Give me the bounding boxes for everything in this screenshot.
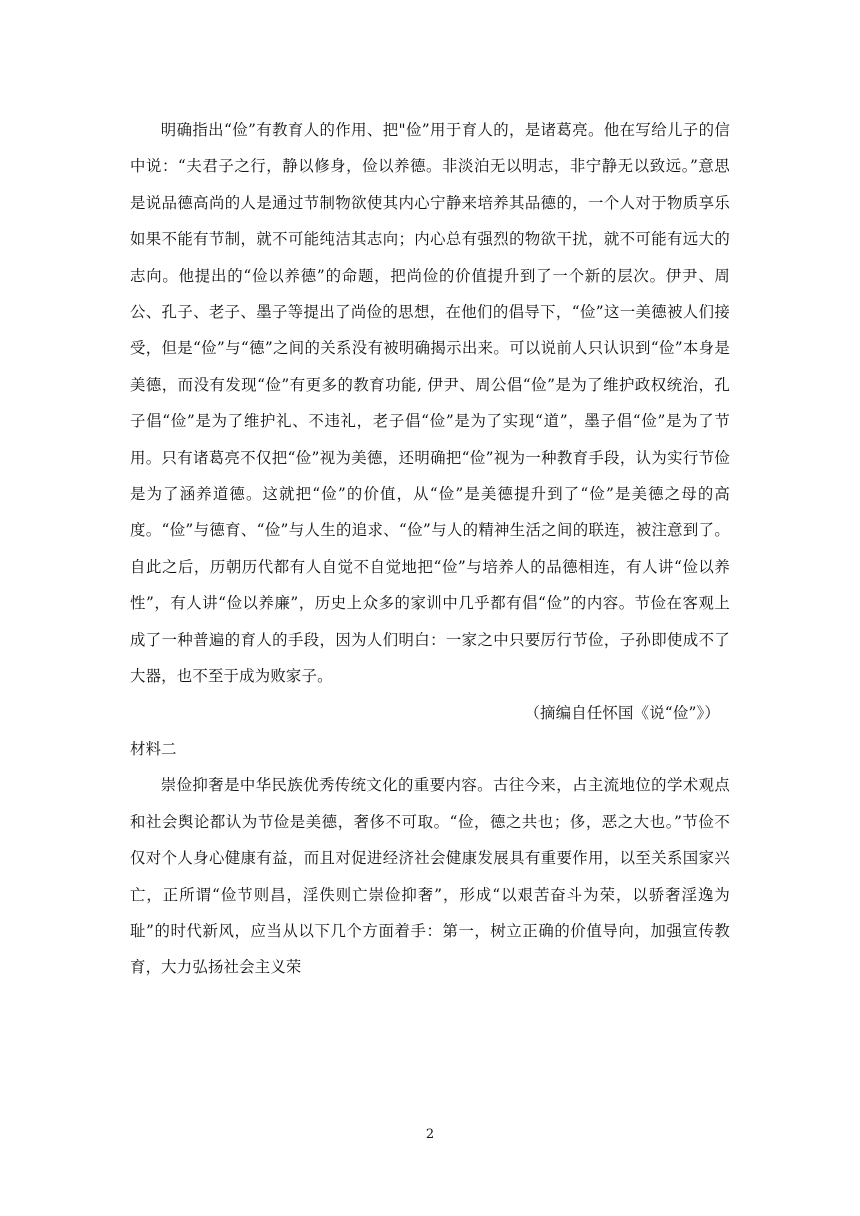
paragraph-material-one: 明确指出“俭”有教育人的作用、把"俭”用于育人的，是诸葛亮。他在写给儿子的信中说：“夫君子之行，静以修身，俭以养德。非淡泊无以明志，非宁静无以致远。”意思是说品德高尚的人是通过节制物欲使其内心宁静来培养其品德的，一个人对于物质享乐如果不能有节制，就不可能纯洁其志向；内心总有强烈的物欲干扰，就不可能有远大的志向。他提出的“俭以养德”的命题，把尚俭的价值提升到了一个新的层次。伊尹、周公、孔子、老子、墨子等提出了尚俭的思想，在他们的倡导下，“俭”这一美德被人们接受，但是“俭”与“德”之间的关系没有被明确揭示出来。可以说前人只认识到“俭”本身是美德，而没有发现“俭”有更多的教育功能, 伊尹、周公倡“俭”是为了维护政权统治，孔子倡“俭”是为了维护礼、不违礼，老子倡“俭”是为了实现“道”，墨子倡“俭”是为了节用。只有诸葛亮不仅把“俭”视为美德，还明确把“俭”视为一种教育手段，认为实行节俭是为了涵养道德。这就把“俭”的价值，从“俭”是美德提升到了“俭”是美德之母的高度。“俭”与德育、“俭”与人生的追求、“俭”与人的精神生活之间的联连，被注意到了。自此之后，历朝历代都有人自觉不自觉地把“俭”与培养人的品德相连，有人讲“俭以养性”，有人讲“俭以养廉”，历史上众多的家训中几乎都有倡“俭”的内容。节俭在客观上成了一种普遍的育人的手段，因为人们明白：一家之中只要厉行节俭，子孙即使成不了大器，也不至于成为败家子。 — [130, 121, 730, 686]
section-label: 材料二 — [130, 739, 177, 758]
page-number: 2 — [425, 1127, 435, 1142]
paragraph-material-two: 崇俭抑奢是中华民族优秀传统文化的重要内容。古往今来，占主流地位的学术观点和社会舆论都认为节俭是美德，奢侈不可取。“俭，德之共也；侈，恶之大也。”节俭不仅对个人身心健康有益，而且对促进经济社会健康发展具有重要作用，以至关系国家兴亡，正所谓“俭节则昌，淫佚则亡崇俭抑奢”，形成“以艰苦奋斗为荣，以骄奢淫逸为耻”的时代新风，应当从以下几个方面着手：第一，树立正确的价值导向，加强宣传教育，大力弘扬社会主义荣 — [130, 776, 730, 977]
document-body — [130, 112, 730, 986]
source-citation: （摘编自任怀国《说“俭”》） — [524, 703, 720, 722]
